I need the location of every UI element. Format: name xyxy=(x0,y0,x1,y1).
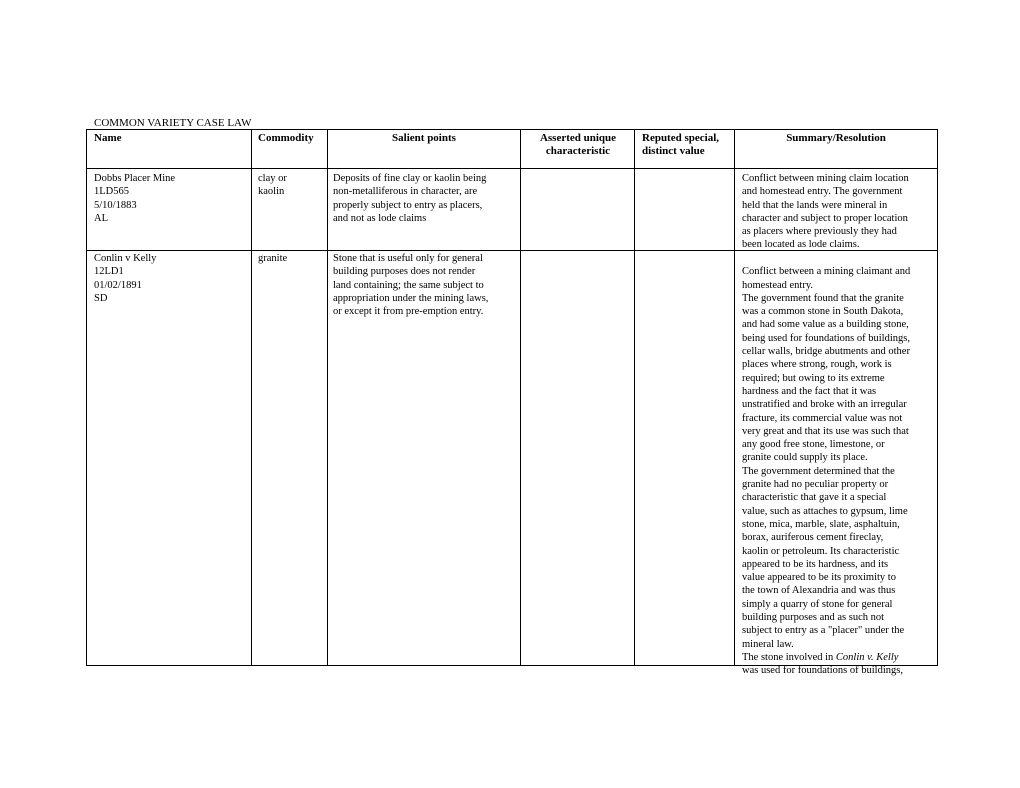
header-reputed-special-value: Reputed special, distinct value xyxy=(642,132,719,157)
row1-salient-points: Deposits of fine clay or kaolin being non-metalliferous in character, are properly subject to entry as placers, and not as lode claims xyxy=(333,173,487,224)
row2-name: Conlin v Kelly 12LD1 01/02/1891 SD xyxy=(94,253,157,304)
row2-salient-points: Stone that is useful only for general building purposes does not render land containing; the same subject to appropriation under the mining laws, or except it from pre-emption entry. xyxy=(333,253,489,318)
row1-name: Dobbs Placer Mine 1LD565 5/10/1883 AL xyxy=(94,173,176,224)
row2-summary-main: Conflict between a mining claimant and homestead entry. The government found that the granite was a common stone in South Dakota, and had some value as a building stone, being used for foundations of buildings, cellar walls, bridge abutments and other places where strong, rough, work is required; but owing to its extreme hardness and the fact that it was unstratified and broke with an irregular fracture, its commercial value was not very great and that its use was such that any good free stone, limestone, or granite could supply its place. The government determined that the granite had no peculiar property or characteristic that gave it a special value, such as attaches to gypsum, lime stone, mica, marble, slate, asphaltuin, borax, auriferous cement fireclay, kaolin or petroleum. Its characteristic appeared to be its hardness, and its value appeared to be its proximity to the town of Alexandria and was thus simply a quarry of stone for general building purposes and as such not subject to entry as a "placer" under the mineral law. xyxy=(742,266,911,650)
column-divider xyxy=(520,129,521,666)
header-asserted-unique-characteristic: Asserted unique characteristic xyxy=(539,132,617,157)
row1-commodity: clay or kaolin xyxy=(258,173,287,198)
row-divider xyxy=(87,250,937,251)
row2-summary xyxy=(742,252,910,678)
row1-summary: Conflict between mining claim location and homestead entry. The government held that the lands were mineral in character and subject to proper location as placers where previously they had been located as lode claims. xyxy=(742,173,909,251)
header-commodity: Commodity xyxy=(258,132,314,144)
column-divider xyxy=(634,129,635,666)
header-salient-points: Salient points xyxy=(392,132,456,144)
column-divider xyxy=(734,129,735,666)
table-top-border xyxy=(87,129,937,130)
case-law-table xyxy=(86,129,938,677)
header-summary-resolution: Summary/Resolution xyxy=(786,132,886,144)
case-citation: Conlin v. Kelly xyxy=(835,651,899,663)
header-name: Name xyxy=(94,132,122,144)
header-bottom-border xyxy=(87,168,937,169)
row2-summary-tail: The stone involved in Conlin v. Kelly was used for foundations of buildings, xyxy=(742,651,903,677)
column-divider xyxy=(327,129,328,666)
row2-commodity: granite xyxy=(258,253,288,264)
page-title: COMMON VARIETY CASE LAW xyxy=(94,117,252,129)
column-divider xyxy=(251,129,252,666)
